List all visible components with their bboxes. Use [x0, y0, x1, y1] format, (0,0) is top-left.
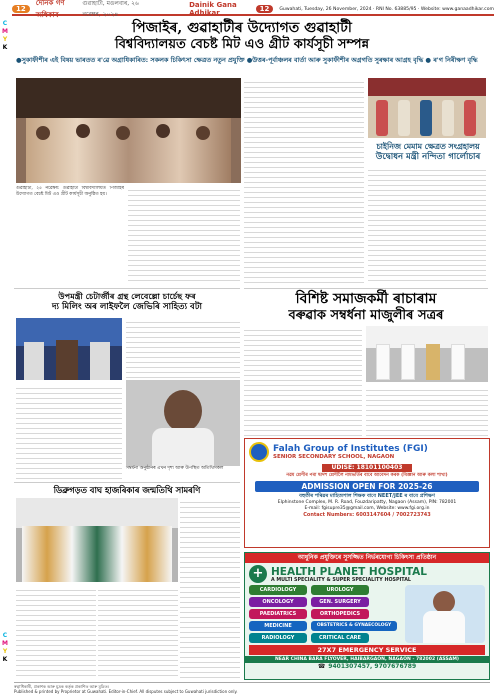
majuli-headline — [244, 288, 488, 324]
majuli-photo — [366, 326, 488, 382]
health-cross-icon: + — [249, 565, 267, 583]
dibrugarh-photo — [16, 498, 178, 582]
lead-headline-line2: বিশ্ববিদ্যালয়ত বেচষ্ট মিট এও গ্ৰীট কাৰ্যসূচী সম্পন্ন — [114, 37, 370, 52]
dibrugarh-body-2 — [98, 586, 178, 680]
health-banner: আধুনিক প্ৰযুক্তিৰে সুসজ্জিত নিৰ্ভৰযোগ্য চিকিৎসা প্ৰতিষ্ঠান — [245, 553, 489, 563]
fgi-udise: UDISE: 18101100403 — [322, 464, 412, 472]
fgi-title: Falah Group of Institutes (FGI) — [273, 444, 428, 454]
page-footer — [14, 682, 490, 694]
fgi-tagline: নৱম শ্ৰেণীৰ পৰা দ্বাদশ শ্ৰেণীলৈ নামভৰ্তিৰ বাবে আবেদন কৰক (বিজ্ঞান আৰু কলা শাখা) — [286, 473, 448, 478]
footer-line-2: Published & printed by Proprietor at Guwahati. Editor-in-Chief. All disputes subject to Guwahati jurisdiction only. — [14, 689, 238, 694]
cmyk-y-2: Y — [2, 648, 8, 655]
health-emergency: 27X7 EMERGENCY SERVICE — [249, 645, 485, 655]
page-number-badge: 12 — [12, 5, 30, 13]
majuli-headline-1: বিশিষ্ট সমাজকৰ্মী ৰাচাৰাম — [295, 291, 437, 307]
dept-obstetrics: OBSTETRICS & GYNAECOLOGY — [311, 621, 397, 631]
award-body-2 — [126, 318, 240, 378]
fgi-admission-banner: ADMISSION OPEN FOR 2025-26 — [255, 481, 479, 492]
health-address: NEAR CHINA BARA FLYOVER, HAIBARGAON, NAGAON - 782002 (ASSAM) — [245, 656, 489, 663]
dept-medicine: MEDICINE — [249, 621, 307, 631]
header-center-number: 12 — [256, 5, 274, 13]
header-right-info: Guwahati, Tuesday, 26 November, 2024 · RNI No. 63885/95 · Website: www.ganaadhikar.com — [279, 6, 494, 12]
museum-body — [368, 166, 486, 283]
fgi-neet: বহুতীৰ পৰিৱৰ মাহিত্যশাল শিক্ষক বাবে NEET/JEE ৰ বাবে প্ৰশিক্ষণ — [299, 493, 435, 499]
majuli-body — [244, 326, 362, 436]
lead-subhead: ●সুকাফীশীৰ এই বিষয় ভাৰতত ৰ'ৱে অগ্ৰাধিকাৰিত: সকলক চিকিৎসা ক্ষেত্ৰত নতুন প্ৰযুক্তি ●উত্তৰ-পূৰ্বাঞ্চলৰ বাৰ্তা আৰু সুকাফীশীৰ অগ্ৰগতি সুৰক্ষাৰ আগ্ৰহ বৃদ্ধি ● ৰ'গ নিৰীক্ষণ বৃদ্ধি — [16, 56, 478, 64]
health-phone: 9401307457, 9707676789 — [328, 663, 417, 670]
award-photo — [16, 318, 122, 380]
fgi-address: Elphinstone Complex, M. R. Road, Fouzdaripatty, Nagaon (Assam), PIN: 782001 — [277, 500, 457, 505]
dibrugarh-body-3 — [180, 498, 240, 680]
portrait-photo — [126, 380, 240, 466]
dept-urology: UROLOGY — [311, 585, 369, 595]
health-advertisement — [244, 552, 490, 680]
header-center-title: Dainik Gana Adhikar — [189, 1, 237, 17]
cmyk-k: K — [2, 44, 8, 51]
museum-headline-2: উদ্বোধন মন্ত্ৰী নন্দিতা গাৰ্লোচাৰ — [375, 152, 481, 162]
lead-headline-line1: পিজাইৰ, গুৱাহাটীৰ উদ্যোগত গুৱাহাটী — [132, 20, 352, 36]
health-name: HEALTH PLANET HOSPITAL — [271, 565, 427, 578]
dept-oncology: ONCOLOGY — [249, 597, 307, 607]
majuli-headline-2: বৰুৱাক সম্বৰ্ধনা মাজুলীৰ সত্ৰৰ — [288, 308, 444, 323]
header-date: গুৱাহাটী, মঙলবাৰ, ২৬ নৱেম্বৰ, ২০২৪ — [82, 0, 139, 18]
lead-caption-text: গুৱাহাটী, ২৫ নৱেম্বৰ: গুৱাহাটী বিশ্ববিদ্যালয়ত পিজাইৰ উদ্যোগত বেচষ্ট মিট এও গ্ৰীট কাৰ্যসূচী অনুষ্ঠিত হয়। — [16, 186, 124, 198]
cmyk-y: Y — [2, 36, 8, 43]
museum-headline — [366, 142, 490, 163]
fgi-subtitle: SENIOR SECONDARY SCHOOL, NAGAON — [273, 454, 395, 460]
award-body-1 — [16, 384, 122, 480]
award-headline-1: উপমন্ত্ৰী চেটাৰ্জীৰ গ্ৰন্থ লেবেল্লো চাৰ্চেছ ফৰ — [58, 291, 196, 301]
dept-critical-care: CRITICAL CARE — [311, 633, 369, 643]
cmyk-k-2: K — [2, 656, 8, 663]
lead-column-3 — [244, 78, 364, 283]
fgi-email: E-mail: fgisupre35@gmail.com, Website: www.fgi.org.in — [304, 506, 430, 511]
lead-photo — [16, 78, 241, 183]
footer-line-1: স্বত্বাধিকাৰী, প্ৰকাশক আৰু মুদ্ৰক কৰ্তৃক প্ৰকাশিত আৰু মুদ্ৰিত। — [14, 684, 110, 689]
cmyk-marks-bottom — [0, 632, 10, 664]
award-headline-2: দ্য মিলিং অৰ লাইফলৈ জেভিৰি সাহিত্য বটা — [51, 301, 203, 312]
fgi-advertisement — [244, 438, 490, 548]
cmyk-m: M — [2, 28, 8, 35]
lead-column-2 — [128, 186, 240, 284]
cmyk-marks-top — [0, 20, 10, 52]
health-sub: A MULTI SPECIALITY & SUPER SPECIALITY HOSPITAL — [271, 577, 411, 583]
cmyk-m-2: M — [2, 640, 8, 647]
dept-paediatrics: PAEDIATRICS — [249, 609, 307, 619]
dept-cardiology: CARDIOLOGY — [249, 585, 307, 595]
health-doctor-image — [405, 585, 485, 643]
phone-icon: ☎ — [317, 663, 326, 670]
museum-photo — [368, 78, 486, 138]
dept-radiology: RADIOLOGY — [249, 633, 307, 643]
masthead-logo: দৈনিক গণ অধিকাৰ — [35, 0, 65, 19]
fgi-logo-icon — [249, 442, 269, 462]
dibrugarh-headline: ডিব্ৰুগড়ত বাঘ হাজৰিকাৰ জন্মতিথি সামৰণি — [14, 482, 240, 496]
lead-caption — [16, 186, 124, 284]
dibrugarh-body-1 — [16, 586, 96, 680]
cmyk-c: C — [2, 20, 8, 27]
dept-gen-surgery: GEN. SURGERY — [311, 597, 369, 607]
dept-orthopedics: ORTHOPEDICS — [311, 609, 369, 619]
award-headline — [14, 288, 240, 313]
museum-headline-1: চাইনিজ মেমাম ক্ষেত্ৰত সংগ্ৰহালয় — [376, 142, 480, 151]
health-departments — [245, 585, 489, 643]
majuli-body-2 — [366, 386, 488, 436]
lead-headline — [22, 20, 462, 53]
cmyk-c-2: C — [2, 632, 8, 639]
page-header — [12, 0, 494, 19]
fgi-contact: Contact Numbers: 6003147604 / 7002723743 — [303, 512, 431, 518]
award-photo-caption: সম্বৰ্ধনা অনুষ্ঠানৰ এখন দৃশ্য আৰু উপস্থিত অতিথিসকল — [126, 466, 224, 471]
